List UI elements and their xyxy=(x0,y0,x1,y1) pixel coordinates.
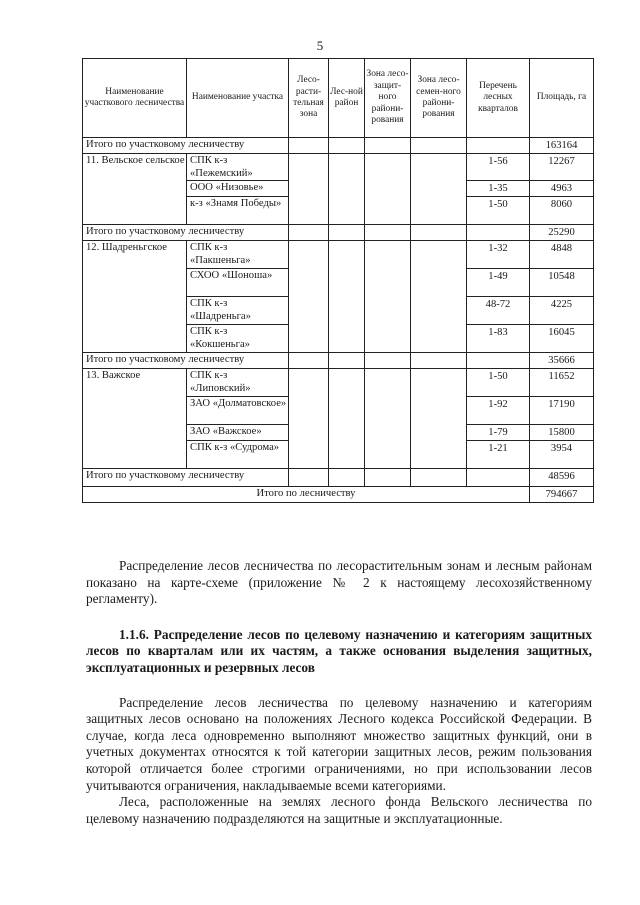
empty-cell xyxy=(289,225,329,241)
area: 16045 xyxy=(530,325,594,353)
empty-cell xyxy=(411,241,467,353)
quarters: 1-21 xyxy=(467,441,530,469)
area: 3954 xyxy=(530,441,594,469)
empty-cell xyxy=(365,138,411,154)
section-name: ООО «Низовье» xyxy=(187,181,289,197)
header-forestry: Наименование участкового лесничества xyxy=(83,59,187,138)
empty-cell xyxy=(411,353,467,369)
empty-cell xyxy=(289,353,329,369)
subtotal-area: 25290 xyxy=(530,225,594,241)
quarters: 1-50 xyxy=(467,197,530,225)
section-name: СПК к-з «Пежемский» xyxy=(187,154,289,181)
header-seed-zone: Зона лесо-семен-ного райони-рования xyxy=(411,59,467,138)
paragraph-map-note: Распределение лесов лесничества по лесорастительным зонам и лесным районам показано на карте-схеме (приложение № 2 к настоящему лесохозяйственному регламенту). xyxy=(86,558,592,607)
empty-cell xyxy=(329,154,365,225)
section-name: к-з «Знамя Победы» xyxy=(187,197,289,225)
empty-cell xyxy=(289,138,329,154)
empty-cell xyxy=(329,225,365,241)
subtotal-label: Итого по участковому лесничеству xyxy=(83,469,289,487)
section-name: ЗАО «Важское» xyxy=(187,425,289,441)
quarters: 1-83 xyxy=(467,325,530,353)
body-text xyxy=(86,558,592,827)
section-name: СПК к-з «Шадреньга» xyxy=(187,297,289,325)
page-number: 5 xyxy=(316,38,324,53)
empty-cell xyxy=(411,154,467,225)
subtotal-label: Итого по участковому лесничеству xyxy=(83,138,289,154)
empty-cell xyxy=(411,369,467,469)
section-name: СПК к-з «Пакшеньга» xyxy=(187,241,289,269)
quarters: 1-50 xyxy=(467,369,530,397)
empty-cell xyxy=(329,353,365,369)
empty-cell xyxy=(289,469,329,487)
forest-area-table xyxy=(82,58,594,503)
forestry-name: 11. Вельское сельское xyxy=(83,154,187,225)
subtotal-area: 48596 xyxy=(530,469,594,487)
section-name: СПК к-з «Липовский» xyxy=(187,369,289,397)
table-header-row xyxy=(83,59,594,138)
paragraph-distribution: Распределение лесов лесничества по целевому назначению и категориям защитных лесов основано на положениях Лесного кодекса Российской Федерации. В случае, когда леса одновременно выполняют множество защитных функций, они в учетных документах относятся к той категории защитных лесов, режим пользования которой отличается более строгими ограничениями, но при использовании лесов учитываются ограничения, накладываемые всеми категориями. xyxy=(86,694,592,793)
forestry-name: 13. Важское xyxy=(83,369,187,469)
subtotal-area: 35666 xyxy=(530,353,594,369)
empty-cell xyxy=(411,225,467,241)
quarters: 48-72 xyxy=(467,297,530,325)
header-section: Наименование участка xyxy=(187,59,289,138)
empty-cell xyxy=(467,469,530,487)
empty-cell xyxy=(467,138,530,154)
section-name: СПК к-з «Кокшеньга» xyxy=(187,325,289,353)
subtotal-row xyxy=(83,353,594,369)
area: 4963 xyxy=(530,181,594,197)
forestry-name: 12. Шадреньгское xyxy=(83,241,187,353)
section-name: СПК к-з «Судрома» xyxy=(187,441,289,469)
empty-cell xyxy=(365,225,411,241)
subtotal-label: Итого по участковому лесничеству xyxy=(83,225,289,241)
total-label: Итого по лесничеству xyxy=(83,487,530,503)
section-name: ЗАО «Долматовское» xyxy=(187,397,289,425)
table-row xyxy=(83,154,594,181)
quarters: 1-56 xyxy=(467,154,530,181)
empty-cell xyxy=(365,154,411,225)
total-row xyxy=(83,487,594,503)
empty-cell xyxy=(411,469,467,487)
area: 8060 xyxy=(530,197,594,225)
empty-cell xyxy=(329,241,365,353)
empty-cell xyxy=(329,369,365,469)
empty-cell xyxy=(365,369,411,469)
empty-cell xyxy=(365,353,411,369)
subtotal-area: 163164 xyxy=(530,138,594,154)
table-row xyxy=(83,241,594,269)
header-vegetation-zone: Лесо-расти-тельная зона xyxy=(289,59,329,138)
subtotal-row xyxy=(83,138,594,154)
section-name: СХОО «Шоноша» xyxy=(187,269,289,297)
section-heading: 1.1.6. Распределение лесов по целевому назначению и категориям защитных лесов по кварталам или их частям, а также основания выделения защитных, эксплуатационных и резервных лесов xyxy=(86,626,592,675)
area: 4225 xyxy=(530,297,594,325)
empty-cell xyxy=(365,241,411,353)
empty-cell xyxy=(329,469,365,487)
subtotal-label: Итого по участковому лесничеству xyxy=(83,353,289,369)
quarters: 1-35 xyxy=(467,181,530,197)
subtotal-row xyxy=(83,225,594,241)
area: 15800 xyxy=(530,425,594,441)
empty-cell xyxy=(411,138,467,154)
table-row xyxy=(83,369,594,397)
subtotal-row xyxy=(83,469,594,487)
total-area: 794667 xyxy=(530,487,594,503)
header-quarters: Перечень лесных кварталов xyxy=(467,59,530,138)
area: 12267 xyxy=(530,154,594,181)
paragraph-forest-types: Леса, расположенные на землях лесного фонда Вельского лесничества по целевому назначению подразделяются на защитные и эксплуатационные. xyxy=(86,794,592,826)
empty-cell xyxy=(289,154,329,225)
area: 17190 xyxy=(530,397,594,425)
empty-cell xyxy=(289,241,329,353)
area: 4848 xyxy=(530,241,594,269)
empty-cell xyxy=(467,353,530,369)
quarters: 1-79 xyxy=(467,425,530,441)
area: 11652 xyxy=(530,369,594,397)
header-area: Площадь, га xyxy=(530,59,594,138)
empty-cell xyxy=(329,138,365,154)
table-body xyxy=(83,138,594,503)
header-protection-zone: Зона лесо-защит-ного райони-рования xyxy=(365,59,411,138)
area: 10548 xyxy=(530,269,594,297)
quarters: 1-49 xyxy=(467,269,530,297)
quarters: 1-92 xyxy=(467,397,530,425)
quarters: 1-32 xyxy=(467,241,530,269)
empty-cell xyxy=(365,469,411,487)
empty-cell xyxy=(289,369,329,469)
empty-cell xyxy=(467,225,530,241)
header-forest-district: Лес-ной район xyxy=(329,59,365,138)
